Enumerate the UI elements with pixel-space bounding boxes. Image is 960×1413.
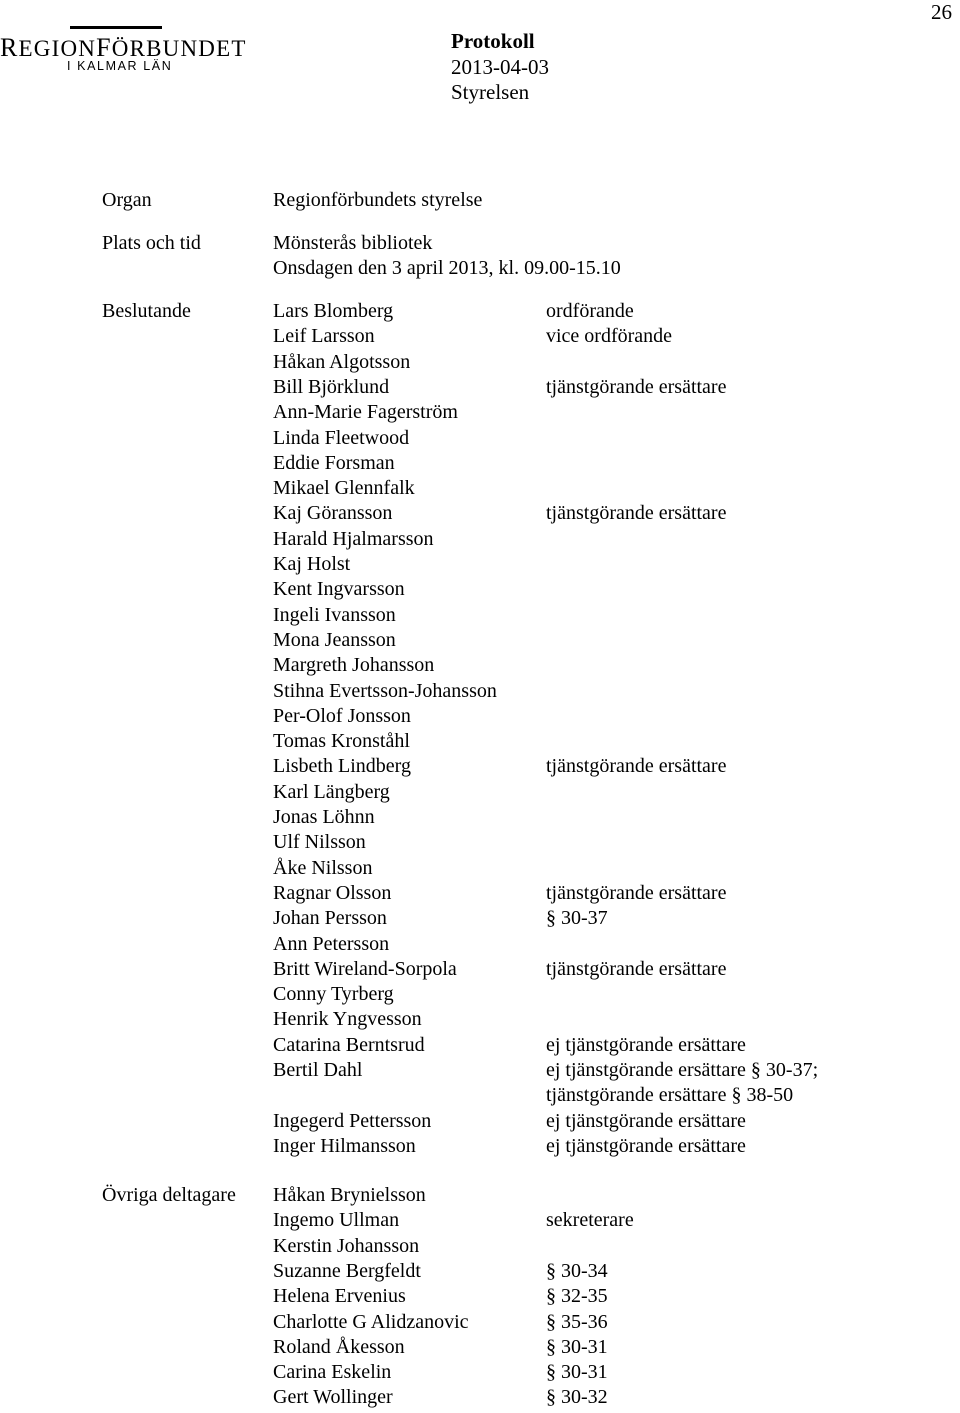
- member-name: Eddie Forsman: [273, 451, 395, 474]
- member-role: § 30-34: [546, 1259, 608, 1282]
- member-name: Leif Larsson: [273, 325, 375, 348]
- member-name: Stihna Evertsson-Johansson: [273, 679, 497, 702]
- member-name: Bertil Dahl: [273, 1059, 363, 1081]
- member-role: ej tjänstgörande ersättare: [546, 1134, 746, 1157]
- member-name: Ingegerd Pettersson: [273, 1109, 432, 1132]
- logo-rule: [70, 26, 162, 29]
- member-name: Lisbeth Lindberg: [273, 755, 411, 778]
- member-name: Johan Persson: [273, 907, 387, 930]
- member-name: Inger Hilmansson: [273, 1134, 416, 1157]
- member-role: § 30-32: [546, 1386, 608, 1409]
- member-role: tjänstgörande ersättare: [546, 881, 727, 904]
- member-name: Håkan Brynielsson: [273, 1184, 426, 1206]
- member-role: § 30-31: [546, 1335, 608, 1358]
- member-role: ej tjänstgörande ersättare: [546, 1109, 746, 1132]
- member-name: Gert Wollinger: [273, 1386, 393, 1409]
- member-name: Catarina Berntsrud: [273, 1033, 425, 1056]
- ovriga-label: Övriga deltagare: [102, 1184, 236, 1206]
- member-role: tjänstgörande ersättare: [546, 755, 727, 778]
- member-name: Linda Fleetwood: [273, 426, 410, 449]
- organ-value: Regionförbundets styrelse: [273, 189, 483, 211]
- logo-main-text: REGIONFÖRBUNDET: [0, 33, 247, 62]
- member-name: Carina Eskelin: [273, 1361, 392, 1384]
- logo-subtitle: I KALMAR LÄN: [67, 59, 173, 73]
- member-role: § 35-36: [546, 1310, 608, 1333]
- document-header: [451, 29, 549, 106]
- member-role: ej tjänstgörande ersättare § 30-37;: [546, 1059, 819, 1081]
- document-date: 2013-04-03: [451, 54, 549, 79]
- document-title: Protokoll: [451, 29, 535, 53]
- member-name: Mona Jeansson: [273, 628, 396, 651]
- member-name: Suzanne Bergfeldt: [273, 1259, 421, 1282]
- member-name: Tomas Kronståhl: [273, 730, 410, 753]
- member-name: Ulf Nilsson: [273, 831, 366, 854]
- member-name: Mikael Glennfalk: [273, 477, 415, 500]
- member-role: tjänstgörande ersättare: [546, 957, 727, 980]
- member-name: Kaj Holst: [273, 553, 351, 575]
- member-name: Ann Petersson: [273, 932, 390, 955]
- plats-place: Mönsterås bibliotek: [273, 232, 433, 254]
- member-name: Kent Ingvarsson: [273, 578, 405, 601]
- member-name: Per-Olof Jonsson: [273, 704, 411, 727]
- member-name: Henrik Yngvesson: [273, 1008, 422, 1031]
- regionforbundet-logo: [0, 26, 247, 76]
- member-name: Margreth Johansson: [273, 654, 435, 677]
- member-name: Ingeli Ivansson: [273, 603, 396, 626]
- organ-label: Organ: [102, 189, 152, 211]
- member-name: Åke Nilsson: [273, 856, 373, 879]
- member-role: sekreterare: [546, 1209, 634, 1232]
- member-name: Kaj Göransson: [273, 502, 393, 525]
- plats-label: Plats och tid: [102, 232, 201, 254]
- member-role: § 30-31: [546, 1361, 608, 1384]
- beslutande-label: Beslutande: [102, 300, 191, 322]
- member-name: Harald Hjalmarsson: [273, 527, 434, 550]
- member-name: Håkan Algotsson: [273, 350, 411, 373]
- member-role: § 30-37: [546, 907, 608, 930]
- member-name: Conny Tyrberg: [273, 983, 394, 1006]
- document-body: Styrelsen: [451, 80, 530, 104]
- member-name: Roland Åkesson: [273, 1335, 405, 1358]
- member-name: Helena Ervenius: [273, 1285, 406, 1308]
- member-name: Ingemo Ullman: [273, 1209, 400, 1232]
- member-name: Lars Blomberg: [273, 300, 394, 322]
- member-role: tjänstgörande ersättare: [546, 375, 727, 398]
- member-role: vice ordförande: [546, 325, 673, 348]
- member-role: ej tjänstgörande ersättare: [546, 1033, 746, 1056]
- member-name: Jonas Löhnn: [273, 806, 375, 828]
- member-name: Britt Wireland-Sorpola: [273, 957, 457, 980]
- page-number: 26: [931, 0, 952, 24]
- member-name: Karl Längberg: [273, 780, 390, 803]
- member-role: ordförande: [546, 300, 634, 322]
- member-role: tjänstgörande ersättare: [546, 502, 727, 525]
- member-role: § 32-35: [546, 1285, 608, 1308]
- plats-time: Onsdagen den 3 april 2013, kl. 09.00-15.10: [273, 257, 621, 279]
- member-name: Charlotte G Alidzanovic: [273, 1310, 469, 1333]
- member-name: Kerstin Johansson: [273, 1234, 420, 1257]
- member-name: Bill Björklund: [273, 375, 390, 398]
- member-role: tjänstgörande ersättare § 38-50: [546, 1084, 794, 1107]
- member-name: Ragnar Olsson: [273, 881, 392, 904]
- member-name: Ann-Marie Fagerström: [273, 401, 458, 424]
